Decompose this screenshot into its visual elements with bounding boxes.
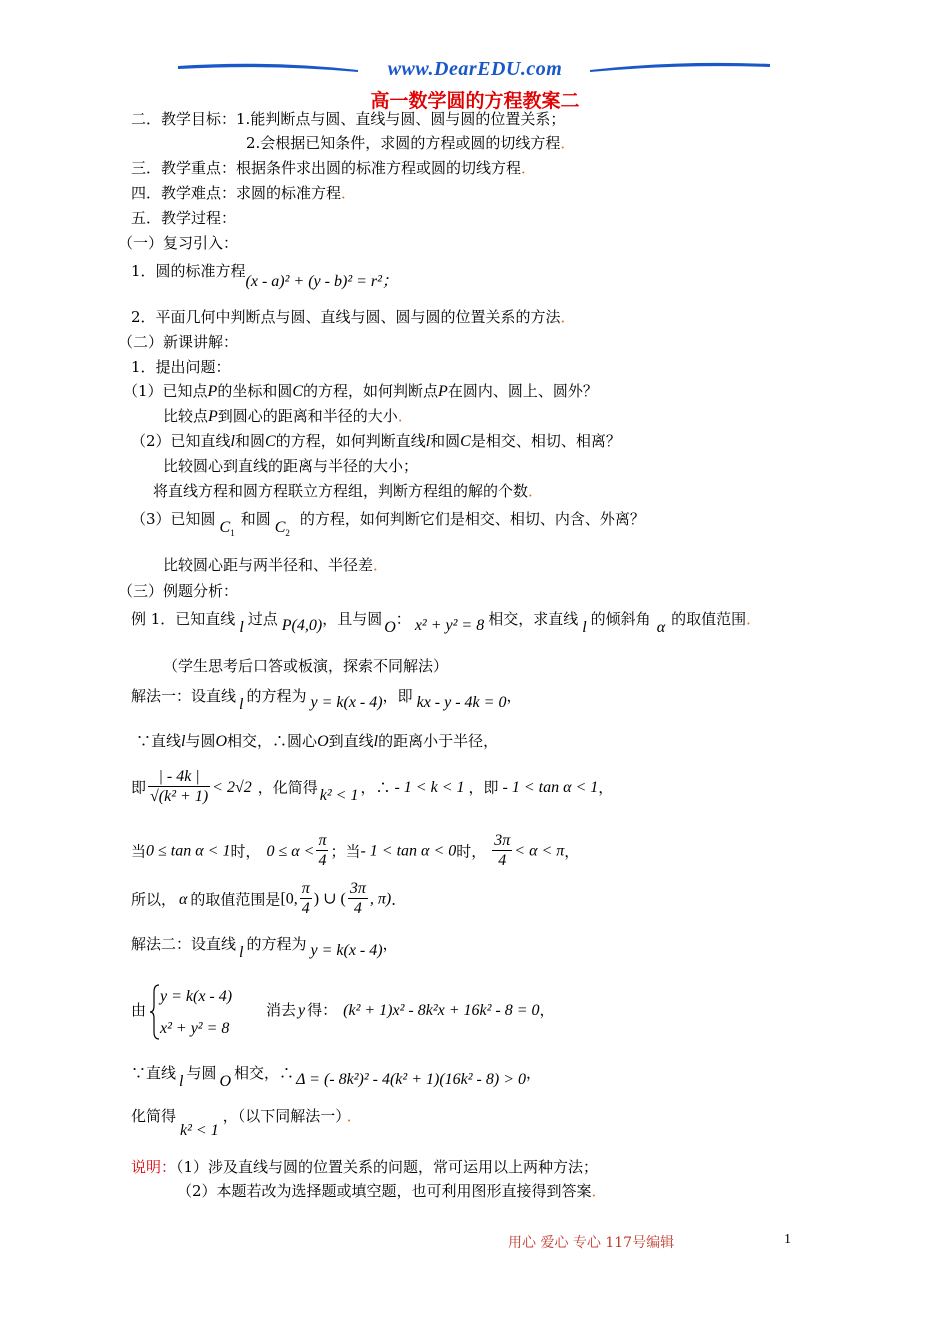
example-1-note: （学生思考后口答或板演，探索不同解法） bbox=[163, 657, 449, 675]
sol1-part: ，化简得 bbox=[257, 778, 318, 797]
sol1-part: 与圆 bbox=[185, 732, 216, 750]
new-lesson-heading: （二）新课讲解： bbox=[118, 333, 239, 351]
range-part: ) ∪ ( bbox=[313, 890, 346, 908]
sol1-part: 时， bbox=[230, 842, 261, 861]
sol1-part: ∵直线 bbox=[136, 732, 182, 750]
circle-c2: C bbox=[274, 519, 286, 536]
comma-mark: ， bbox=[598, 778, 614, 797]
circle-c: C bbox=[265, 433, 276, 450]
pi-over-4-fraction bbox=[300, 880, 312, 919]
ex1-part: 例 1．已知直线 bbox=[131, 610, 236, 628]
circle-o-equation: x² + y² = 8 bbox=[414, 617, 485, 634]
point-p-coords: P(4,0) bbox=[281, 617, 323, 634]
subscript-2: 2 bbox=[285, 528, 290, 538]
circle-o: O bbox=[219, 1073, 232, 1090]
radius-inequality: < 2√2 bbox=[212, 778, 252, 796]
goals-label: 二．教学目标： bbox=[131, 110, 237, 128]
three-pi-over-4-fraction bbox=[492, 832, 512, 871]
ex1-part: 的倾斜角 bbox=[590, 610, 651, 628]
subscript-1: 1 bbox=[230, 528, 235, 538]
line-l: l bbox=[230, 433, 235, 450]
key-point-text: 根据条件求出圆的标准方程或圆的切线方程 bbox=[236, 159, 522, 177]
circle-o: O bbox=[317, 733, 329, 750]
period-mark: ． bbox=[560, 308, 576, 326]
system-elimination bbox=[266, 1001, 555, 1020]
sol1-part: ，即 bbox=[468, 778, 499, 797]
example-1-statement bbox=[131, 610, 762, 636]
review-item-2-text: 2．平面几何中判断点与圆、直线与圆、圆与圆的位置关系的方法 bbox=[131, 308, 561, 326]
fraction-denominator: 4 bbox=[353, 900, 362, 917]
solution-1-line-4 bbox=[131, 832, 579, 871]
comma-mark: ， bbox=[382, 935, 398, 953]
q1-part: （1）已知点 bbox=[123, 382, 208, 400]
ex1-part: 相交，求直线 bbox=[488, 610, 579, 628]
goals-line-2 bbox=[246, 134, 575, 152]
k-range-inequality: - 1 < k < 1 bbox=[394, 778, 465, 796]
angle-alpha: α bbox=[656, 619, 666, 636]
solution-1-line-1 bbox=[131, 687, 522, 713]
question-2 bbox=[131, 432, 621, 451]
alpha-upper-range: < α < π bbox=[514, 842, 565, 860]
remarks-item-1: （1）涉及直线与圆的位置关系的问题，常可运用以上两种方法； bbox=[176, 1158, 599, 1176]
remarks-line-2 bbox=[177, 1182, 607, 1200]
sol1-part: 到直线 bbox=[328, 732, 374, 750]
comma-mark: ， bbox=[526, 1064, 542, 1082]
q1-answer-part: 到圆心的距离和半径的大小 bbox=[217, 407, 398, 425]
line-l: l bbox=[239, 696, 244, 713]
difficulty-text: 求圆的标准方程 bbox=[236, 184, 342, 202]
q2-part: （2）已知直线 bbox=[131, 432, 231, 450]
review-item-1-text: 1．圆的标准方程 bbox=[131, 262, 246, 280]
comma-mark: ， bbox=[539, 1001, 555, 1019]
q1-part: 的坐标和圆 bbox=[217, 382, 293, 400]
period-mark: ． bbox=[391, 890, 407, 909]
review-item-1 bbox=[131, 262, 398, 290]
question-1-answer bbox=[163, 407, 413, 426]
solution-2-line-3 bbox=[131, 1064, 542, 1090]
sol2-part: 的方程为 bbox=[246, 935, 307, 953]
system-equation-2: x² + y² = 8 bbox=[160, 1020, 230, 1037]
sol1-part: 的距离小于半径， bbox=[378, 732, 499, 750]
period-mark: ． bbox=[560, 134, 576, 152]
sol2-part: 与圆 bbox=[186, 1064, 217, 1082]
sol2-part: 消去 bbox=[266, 1001, 297, 1019]
comma-mark: ， bbox=[506, 687, 522, 705]
angle-alpha: α bbox=[179, 890, 188, 908]
point-p: P bbox=[438, 383, 448, 400]
sol2-part: 解法二：设直线 bbox=[131, 935, 237, 953]
comma-mark: ， bbox=[564, 842, 580, 861]
key-point-label: 三．教学重点： bbox=[131, 159, 237, 177]
site-url: www.DearEDU.com bbox=[387, 58, 563, 80]
sol1-part: ，∴ bbox=[360, 778, 391, 797]
sol2-part: ，（以下同解法一） bbox=[222, 1107, 343, 1125]
ex1-part: ，且与圆 bbox=[322, 610, 383, 628]
footer-credit: 用心 爱心 专心 117号编辑 bbox=[508, 1235, 675, 1251]
solution-1-line-3 bbox=[131, 768, 613, 807]
sol1-part: ，即 bbox=[382, 687, 413, 705]
circle-c: C bbox=[460, 433, 471, 450]
difficulty-line bbox=[131, 184, 356, 202]
remarks-line-1 bbox=[131, 1158, 598, 1176]
sol2-part: 相交，∴ bbox=[234, 1064, 295, 1082]
sol1-part: 时， bbox=[456, 842, 487, 861]
system-prefix: 由 bbox=[131, 1001, 147, 1019]
quadratic-equation: (k² + 1)x² - 8k²x + 16k² - 8 = 0 bbox=[343, 1002, 540, 1019]
ex1-part: ： bbox=[395, 610, 411, 628]
question-3 bbox=[131, 510, 645, 538]
question-2-answer-2 bbox=[153, 482, 543, 500]
line-equation-general: kx - y - 4k = 0 bbox=[416, 694, 507, 711]
fraction-numerator: π bbox=[318, 832, 327, 849]
solution-1-line-2 bbox=[136, 732, 498, 751]
line-l: l bbox=[181, 733, 186, 750]
q3-part: （3）已知圆 bbox=[131, 510, 216, 528]
period-mark: ． bbox=[746, 610, 762, 628]
q1-answer-part: 比较点 bbox=[163, 407, 209, 425]
q2-part: 的方程，如何判断直线 bbox=[275, 432, 426, 450]
three-pi-over-4-fraction bbox=[348, 880, 368, 919]
line-l: l bbox=[373, 733, 379, 750]
question-1 bbox=[123, 382, 598, 401]
sol2-part: 得： bbox=[307, 1001, 338, 1019]
fraction-denominator: 4 bbox=[498, 852, 507, 869]
variable-y: y bbox=[298, 1002, 306, 1019]
sol1-part: 当 bbox=[131, 842, 147, 861]
line-equation-pointslope: y = k(x - 4) bbox=[310, 694, 383, 711]
page-title: 高一数学圆的方程教案二 bbox=[370, 90, 580, 112]
period-mark: ． bbox=[373, 556, 389, 574]
solution-2-line-1 bbox=[131, 935, 398, 961]
goals-item-1: 1.能判断点与圆、直线与圆、圆与圆的位置关系； bbox=[236, 110, 566, 128]
period-mark: ． bbox=[397, 407, 413, 425]
new-lesson-sub-1: 1．提出问题： bbox=[131, 358, 231, 376]
fraction-numerator: π bbox=[301, 880, 310, 897]
page-number: 1 bbox=[784, 1232, 791, 1247]
sol1-part: 即 bbox=[131, 778, 147, 797]
circle-c: C bbox=[292, 383, 304, 400]
process-label: 五．教学过程： bbox=[131, 209, 237, 227]
period-mark: ． bbox=[528, 482, 544, 500]
range-part: [0, bbox=[280, 890, 298, 908]
pi-over-4-fraction bbox=[316, 832, 328, 871]
ex1-part: 过点 bbox=[247, 610, 278, 628]
k-squared-inequality: k² < 1 bbox=[180, 1122, 219, 1139]
circle-c1: C bbox=[219, 519, 231, 536]
sol1-part: 的取值范围是 bbox=[190, 890, 281, 909]
circle-o: O bbox=[384, 619, 396, 636]
standard-circle-equation: (x - a)² + (y - b)² = r²； bbox=[245, 273, 398, 290]
line-l: l bbox=[239, 619, 244, 636]
period-mark: ． bbox=[346, 1107, 362, 1125]
examples-heading: （三）例题分析： bbox=[118, 582, 239, 600]
q3-part: 的方程，如何判断它们是相交、相切、内含、外离？ bbox=[299, 510, 645, 528]
q2-answer-2-text: 将直线方程和圆方程联立方程组，判断方程组的解的个数 bbox=[153, 482, 529, 500]
review-heading: （一）复习引入： bbox=[118, 234, 239, 252]
period-mark: ． bbox=[341, 184, 357, 202]
q2-part: 和圆 bbox=[430, 432, 461, 450]
question-2-answer-1: 比较圆心到直线的距离与半径的大小； bbox=[163, 457, 419, 475]
period-mark: ． bbox=[521, 159, 537, 177]
fraction-numerator: | - 4k | bbox=[148, 768, 210, 787]
sol1-part: 相交，∴圆心 bbox=[227, 732, 318, 750]
sol2-part: 化简得 bbox=[131, 1107, 177, 1125]
fraction-denominator: 4 bbox=[318, 852, 327, 869]
system-brace bbox=[150, 984, 160, 1040]
tan-negative-condition: - 1 < tan α < 0 bbox=[360, 842, 457, 860]
key-point-line bbox=[131, 159, 536, 177]
q3-answer-text: 比较圆心距与两半径和、半径差 bbox=[163, 556, 374, 574]
sol1-part: 的方程为 bbox=[246, 687, 307, 705]
review-item-2 bbox=[131, 308, 576, 326]
circle-o: O bbox=[215, 733, 228, 750]
tan-nonneg-condition: 0 ≤ tan α < 1 bbox=[146, 842, 231, 860]
alpha-lower-range: 0 ≤ α < bbox=[266, 842, 315, 860]
difficulty-label: 四．教学难点： bbox=[131, 184, 237, 202]
line-l: l bbox=[425, 433, 431, 450]
k-squared-inequality: k² < 1 bbox=[319, 786, 359, 804]
remarks-label: 说明： bbox=[131, 1158, 177, 1176]
sol1-part: 解法一：设直线 bbox=[131, 687, 237, 705]
system-equation-1: y = k(x - 4) bbox=[160, 988, 233, 1005]
line-l: l bbox=[582, 619, 587, 636]
ex1-part: 的取值范围 bbox=[671, 610, 747, 628]
point-p: P bbox=[208, 408, 218, 425]
line-equation-pointslope: y = k(x - 4) bbox=[310, 942, 383, 959]
fraction-denominator: 4 bbox=[301, 900, 310, 917]
sol2-part: ∵直线 bbox=[131, 1064, 177, 1082]
solution-2-line-4 bbox=[131, 1107, 362, 1139]
question-3-answer bbox=[163, 556, 388, 574]
fraction-numerator: 3π bbox=[494, 832, 511, 849]
point-p: P bbox=[207, 383, 218, 400]
goals-item-2: 2.会根据已知条件，求圆的方程或圆的切线方程 bbox=[246, 134, 561, 152]
q2-part: 是相交、相切、相离？ bbox=[470, 432, 621, 450]
tan-range-inequality: - 1 < tan α < 1 bbox=[502, 778, 599, 796]
solution-1-line-5 bbox=[131, 880, 406, 919]
goals-line-1 bbox=[131, 110, 565, 128]
q2-part: 和圆 bbox=[235, 432, 266, 450]
q1-part: 的方程，如何判断点 bbox=[303, 382, 439, 400]
sol1-part: ；当 bbox=[330, 842, 361, 861]
range-part: , π) bbox=[369, 890, 392, 908]
fraction-numerator: 3π bbox=[349, 880, 366, 897]
remarks-item-2: （2）本题若改为选择题或填空题，也可利用图形直接得到答案 bbox=[177, 1182, 592, 1200]
distance-fraction bbox=[148, 768, 210, 807]
q1-part: 在圆内、圆上、圆外？ bbox=[447, 382, 598, 400]
period-mark: ． bbox=[591, 1182, 607, 1200]
q3-part: 和圆 bbox=[240, 510, 271, 528]
line-l: l bbox=[239, 944, 244, 961]
discriminant-inequality: Δ = (- 8k²)² - 4(k² + 1)(16k² - 8) > 0 bbox=[296, 1071, 526, 1088]
line-l: l bbox=[179, 1073, 184, 1090]
sol1-part: 所以， bbox=[131, 890, 177, 909]
fraction-denominator: √(k² + 1) bbox=[150, 788, 209, 805]
